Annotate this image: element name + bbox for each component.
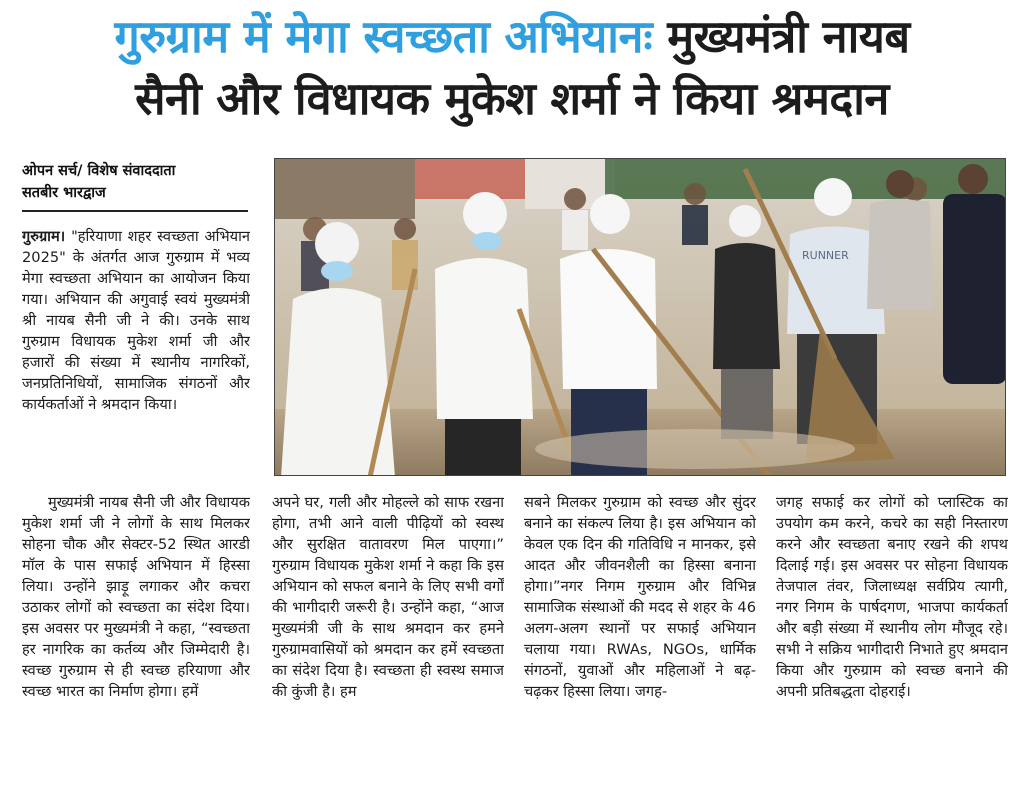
article-column-3 — [524, 492, 756, 792]
article-intro — [22, 226, 250, 486]
headline-line-2: सैनी और विधायक मुकेश शर्मा ने किया श्रमदान — [135, 72, 889, 125]
article-column-4 — [776, 492, 1008, 792]
headline-accent: गुरुग्राम में मेगा स्वच्छता अभियानः — [114, 10, 653, 63]
headline-dark-part: मुख्यमंत्री नायब — [667, 10, 910, 63]
headline-line-1 — [0, 6, 1024, 68]
intro-paragraph — [22, 226, 250, 415]
shirt-print: RUNNER — [802, 249, 849, 262]
column-3-text: सबने मिलकर गुरुग्राम को स्वच्छ और सुंदर बनाने का संकल्प लिया है। इस अभियान को केवल एक दिन की गतिविधि न मानकर, इसे आदत और जीवनशैली का हिस्सा बनाना होगा।”नगर निगम गुरुग्राम और विभिन्न सामाजिक संस्थाओं की मदद से शहर के 46 अलग-अलग स्थानों पर सफाई अभियान चलाया गया। RWAs, NGOs, धार्मिक संगठनों, युवाओं और महिलाओं ने बढ़-चढ़कर हिस्सा लिया। जगह- — [524, 494, 756, 700]
byline-desk: ओपन सर्च/ विशेष संवाददाता — [22, 163, 176, 179]
column-1-text: मुख्यमंत्री नायब सैनी जी और विधायक मुकेश शर्मा जी ने लोगों के साथ मिलकर सोहना चौक और सेक्टर-52 स्थित आरडी मॉल के पास सफाई अभियान में हिस्सा लिया। उन्होंने झाड़ू लगाकर और कचरा उठाकर लोगों को स्वच्छता का संदेश दिया। इस अवसर पर मुख्यमंत्री ने कहा, “स्वच्छता हर नागरिक का कर्तव्य और जिम्मेदारी है। स्वच्छ गुरुग्राम से ही स्वच्छ हरियाणा और स्वच्छ भारत का निर्माण होगा। हमें — [22, 494, 250, 700]
byline-divider — [22, 210, 248, 212]
byline — [22, 160, 250, 204]
news-photo — [274, 158, 1006, 476]
column-2-text: अपने घर, गली और मोहल्ले को साफ रखना होगा, तभी आने वाली पीढ़ियों को स्वस्थ और सुरक्षित वातावरण मिल पाएगा।” गुरुग्राम विधायक मुकेश शर्मा ने कहा कि इस अभियान को सफल बनाने के लिए सभी वर्गों की भागीदारी जरूरी है। उन्होंने कहा, “आज मुख्यमंत्री जी के साथ श्रमदान कर हमने गुरुग्रामवासियों को श्रमदान कर हमें स्वच्छता का संदेश दिया है। स्वच्छता ही स्वस्थ समाज की कुंजी है। हम — [272, 494, 504, 700]
column-4-text: जगह सफाई कर लोगों को प्लास्टिक का उपयोग कम करने, कचरे का सही निस्तारण करने और स्वच्छता बनाए रखने की शपथ दिलाई गई। इस अवसर पर सोहना विधायक तेजपाल तंवर, जिलाध्यक्ष सर्वप्रिय त्यागी, नगर निगम के पार्षदगण, भाजपा कार्यकर्ता और बड़ी संख्या में स्थानीय लोग मौजूद रहे। सभी ने सक्रिय भागीदारी निभाते हुए श्रमदान किया और गुरुग्राम को स्वच्छ बनाने की अपनी प्रतिबद्धता दोहराई। — [776, 494, 1008, 700]
dateline: गुरुग्राम। — [22, 228, 66, 245]
headline — [0, 6, 1024, 130]
intro-text: "हरियाणा शहर स्वच्छता अभियान 2025" के अंतर्गत आज गुरुग्राम में भव्य मेगा स्वच्छता अभियान का आयोजन किया गया। अभियान की अगुवाई स्वयं मुख्यमंत्री श्री नायब सैनी जी ने की। उनके साथ गुरुग्राम विधायक मुकेश शर्मा जी और हजारों की संख्या में स्थानीय नागरिकों, जनप्रतिनिधियों, सामाजिक संगठनों और कार्यकर्ताओं ने श्रमदान किया। — [22, 228, 250, 413]
article-column-2 — [272, 492, 504, 792]
byline-author: सतबीर भारद्वाज — [22, 185, 106, 201]
article-column-1 — [22, 492, 250, 792]
